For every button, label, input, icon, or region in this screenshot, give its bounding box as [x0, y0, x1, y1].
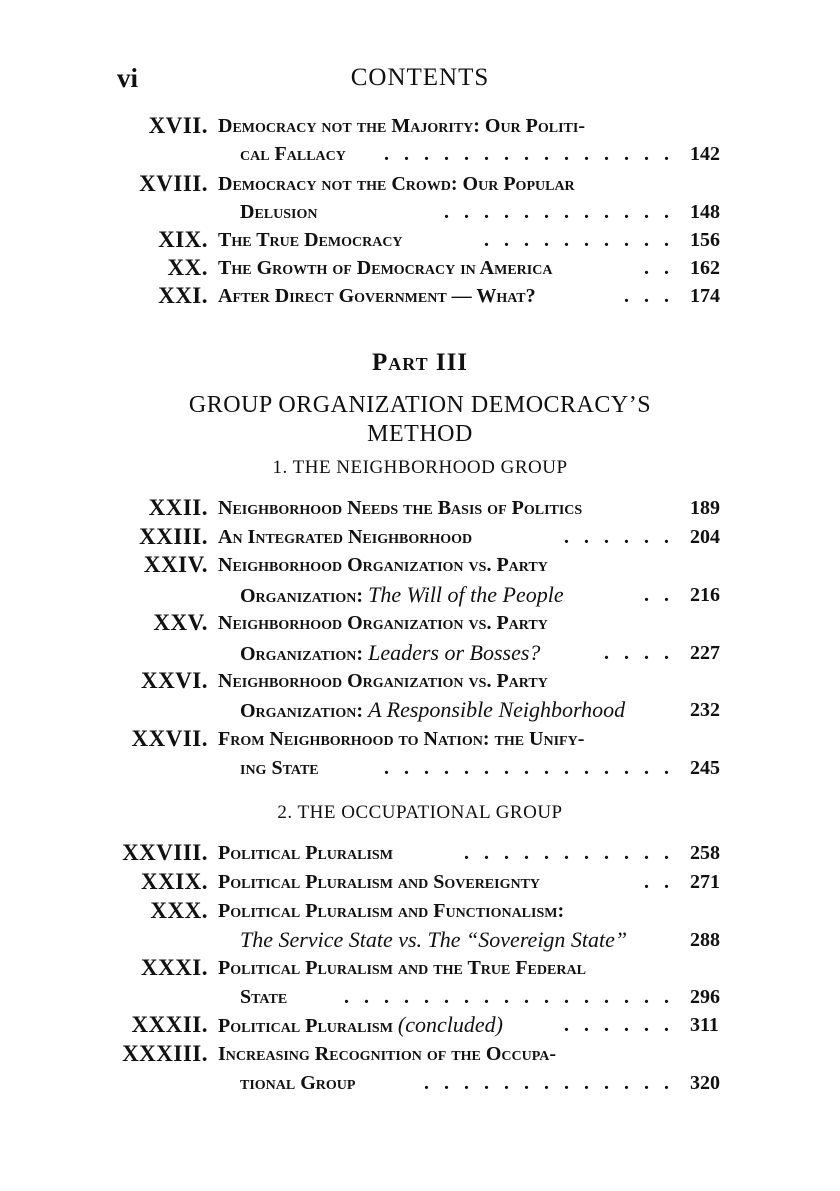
chapter-number: XXIX. [140, 869, 208, 894]
dot-leader: . . . . . . . . . . . . . . . . . [344, 986, 674, 1008]
chapter-number: XVIII. [139, 171, 208, 196]
page-ref: 311 [690, 1014, 719, 1036]
chapter-title: Neighborhood Needs the Basis of Politics [218, 497, 583, 519]
page-ref: 271 [690, 871, 720, 893]
page-ref: 232 [690, 699, 720, 721]
dot-leader: . . . . . . [564, 526, 674, 548]
dot-leader: . . . . . . . . . . . . . [424, 1072, 674, 1094]
chapter-number: XXVII. [131, 726, 208, 751]
page-ref: 204 [690, 526, 720, 548]
page-ref: 320 [690, 1072, 720, 1094]
chapter-number: XIX. [158, 227, 208, 252]
chapter-number: XVII. [148, 113, 208, 138]
title-prefix: Organization: [240, 643, 364, 665]
page-ref: 156 [690, 229, 720, 251]
chapter-title: Political Pluralism and the True Federal [218, 957, 586, 979]
dot-leader: . . . . . . . . . . . . . . . [384, 757, 674, 779]
part-label: Part III [371, 349, 469, 376]
section-heading: 2. THE OCCUPATIONAL GROUP [277, 802, 563, 823]
dot-leader: . . . . . . . . . . . . [444, 201, 674, 223]
chapter-number: XXXII. [131, 1012, 208, 1037]
chapter-title: From Neighborhood to Nation: the Unify- [218, 728, 585, 750]
chapter-title: After Direct Government — What? [218, 285, 536, 307]
page-ref: 174 [690, 285, 720, 307]
chapter-number: XXXIII. [122, 1041, 208, 1066]
dot-leader: . . [644, 257, 674, 279]
chapter-title-continued [240, 696, 625, 725]
dot-leader: . . [644, 584, 674, 606]
chapter-title-continued: State [240, 986, 288, 1008]
title-prefix: Organization: [240, 700, 364, 722]
dot-leader: . . [644, 871, 674, 893]
chapter-title-continued [240, 581, 564, 610]
chapter-title: Neighborhood Organization vs. Party [218, 612, 548, 634]
page-ref: 296 [690, 986, 720, 1008]
subtitle-italic: The Will of the People [368, 582, 564, 607]
page-ref: 216 [690, 584, 720, 606]
chapter-title: Democracy not the Crowd: Our Popular [218, 173, 575, 195]
chapter-number: XXVIII. [122, 840, 208, 865]
page-ref: 162 [690, 257, 720, 279]
title-prefix: Political Pluralism [218, 1015, 393, 1037]
chapter-title-continued: tional Group [240, 1072, 356, 1094]
chapter-title: The Growth of Democracy in America [218, 257, 553, 279]
chapter-title: Increasing Recognition of the Occupa- [218, 1043, 556, 1065]
chapter-title: The True Democracy [218, 229, 403, 251]
section-heading: 1. THE NEIGHBORHOOD GROUP [272, 457, 568, 478]
running-head: CONTENTS [350, 64, 490, 91]
dot-leader: . . . . . . . . . . . . . . . [384, 143, 674, 165]
chapter-number: XXX. [150, 898, 208, 923]
dot-leader: . . . . [604, 642, 674, 664]
chapter-number: XXI. [158, 283, 208, 308]
dot-leader: . . . . . . . . . . . [464, 842, 674, 864]
chapter-number: XXIV. [143, 552, 208, 577]
title-prefix: Organization: [240, 585, 364, 607]
subtitle-italic: (concluded) [397, 1012, 503, 1037]
subtitle-italic: Leaders or Bosses? [368, 640, 541, 665]
chapter-title: An Integrated Neighborhood [218, 526, 473, 548]
chapter-title [218, 1011, 503, 1040]
page-ref: 227 [690, 642, 720, 664]
chapter-number: XXII. [148, 495, 208, 520]
chapter-number: XXV. [153, 610, 208, 635]
subtitle-italic: The Service State vs. The “Sovereign State” [240, 927, 628, 952]
page-number: vi [117, 63, 139, 93]
chapter-title-continued: ing State [240, 757, 319, 779]
part-title: GROUP ORGANIZATION DEMOCRACY’S [188, 392, 652, 418]
chapter-number: XX. [167, 255, 208, 280]
page-ref: 189 [690, 497, 720, 519]
chapter-title: Neighborhood Organization vs. Party [218, 670, 548, 692]
chapter-title-continued: Delusion [240, 201, 318, 223]
dot-leader: . . . . . . . . . . [484, 229, 674, 251]
page-ref: 258 [690, 842, 720, 864]
chapter-title: Political Pluralism and Functionalism: [218, 900, 565, 922]
page-ref: 142 [690, 143, 720, 165]
dot-leader: . . . . . . [564, 1014, 674, 1036]
chapter-title-continued [240, 926, 627, 955]
page-ref: 245 [690, 757, 720, 779]
chapter-number: XXIII. [139, 524, 208, 549]
chapter-number: XXXI. [140, 955, 208, 980]
subtitle-italic: A Responsible Neighborhood [368, 697, 626, 722]
dot-leader: . . . [624, 285, 674, 307]
chapter-title: Political Pluralism and Sovereignty [218, 871, 541, 893]
chapter-number: XXVI. [140, 668, 208, 693]
chapter-title-continued [240, 639, 540, 668]
chapter-title: Democracy not the Majority: Our Politi- [218, 115, 585, 137]
chapter-title: Political Pluralism [218, 842, 393, 864]
chapter-title-continued: cal Fallacy [240, 143, 346, 165]
page-ref: 148 [690, 201, 720, 223]
chapter-title: Neighborhood Organization vs. Party [218, 554, 548, 576]
part-title-continued: METHOD [367, 421, 473, 447]
page-ref: 288 [690, 929, 720, 951]
